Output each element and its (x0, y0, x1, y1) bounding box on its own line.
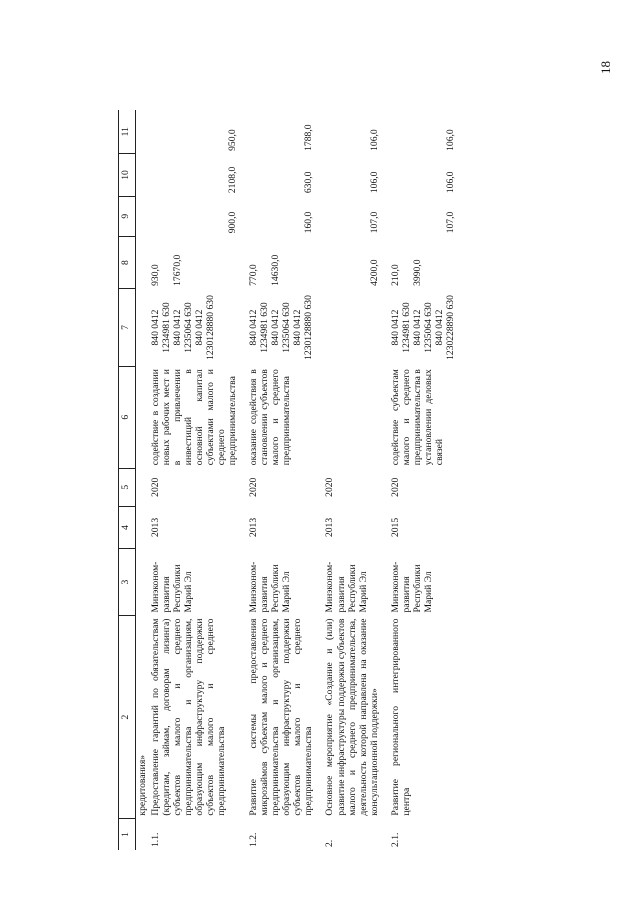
start-year: 2013 (248, 517, 260, 538)
value-col-8: 210,0 3990,0 (389, 259, 423, 286)
expected-result: содействие в создании новых рабочих мест и в привлечении инвестиций в основной капитал субъектами малого и среднего предпринимательства (150, 369, 239, 466)
measure-name: Основное мероприятие «Создание и (или) развитие инфраструктуры поддержки субъектов малого и среднего предпринимательства, деятельность которой направлена на оказание консультационной поддержки» (324, 618, 380, 816)
budget-code: 840 0412 1234981 630 840 0412 1235064 630 840 0412 1230128880 630 (248, 295, 315, 360)
executor: Минэконом-развития Республики Марий Эл (389, 561, 434, 613)
table-row (149, 110, 239, 850)
value-col-11: 1788,0 (303, 124, 315, 151)
expected-result: оказание содействия в становлении субъектов малого и среднего предпринимательства (248, 369, 293, 466)
row-number: 2. (324, 839, 336, 847)
value-col-11: 106,0 (368, 129, 380, 151)
col-header-2: 2 (119, 616, 136, 819)
page-number: 18 (598, 61, 613, 74)
expected-result: содействие субъектам малого и среднего предпринимательства в установлении деловых связей (389, 369, 445, 466)
value-col-8: 4200,0 (368, 259, 380, 286)
col-header-4: 4 (119, 506, 136, 548)
value-col-9: 900,0 (227, 211, 239, 234)
start-year: 2015 (389, 517, 401, 538)
end-year: 2020 (150, 477, 162, 497)
col-header-9: 9 (119, 196, 136, 236)
col-header-8: 8 (119, 236, 136, 289)
start-year: 2013 (324, 517, 336, 538)
end-year: 2020 (324, 477, 336, 497)
row-number: 1.2. (248, 832, 260, 847)
row-number: 2.1. (389, 832, 401, 847)
program-measures-table (118, 110, 457, 850)
header-row (119, 110, 136, 850)
value-col-11: 950,0 (227, 129, 239, 151)
measure-name: Развитие регионального интегрированного центра (389, 618, 412, 816)
value-col-8: 770,0 14630,0 (248, 254, 282, 286)
table-row (389, 110, 457, 850)
budget-code: 840 0412 1234981 630 840 0412 1235064 630 840 0412 1230228890 630 (389, 295, 456, 360)
carry-over-row (136, 110, 150, 850)
table-row (323, 110, 380, 850)
rotated-table-container (118, 110, 588, 850)
executor: Минэконом-развития Республики Марий Эл (324, 561, 369, 613)
value-col-9: 160,0 (303, 211, 315, 234)
end-year: 2020 (248, 477, 260, 497)
value-col-10: 2108,0 (227, 166, 239, 194)
col-header-7: 7 (119, 289, 136, 366)
value-col-10: 106,0 (444, 171, 456, 194)
budget-code: 840 0412 1234981 630 840 0412 1235064 630 840 0412 1230128880 630 (150, 295, 217, 360)
expected-result (323, 366, 380, 468)
value-col-10: 630,0 (303, 171, 315, 194)
table-row (247, 110, 315, 850)
value-col-9: 107,0 (444, 211, 456, 234)
start-year: 2013 (150, 517, 162, 538)
col-header-3: 3 (119, 549, 136, 616)
col-header-11: 11 (119, 110, 136, 154)
budget-code (323, 289, 380, 366)
measure-name: Предоставление гарантий по обязательствам (кредитам, займам, договорам лизинга) субъектов малого и среднего предпринимательства и организациям, образующим инфраструктуру поддержки субъектов малого и среднего предпринимательства (150, 618, 228, 816)
col-header-5: 5 (119, 468, 136, 506)
value-col-9: 107,0 (368, 211, 380, 234)
value-col-8: 930,0 17670,0 (150, 254, 184, 286)
col-header-6: 6 (119, 366, 136, 468)
executor: Минэконом-развития Республики Марий Эл (248, 561, 293, 613)
row-number: 1.1. (150, 832, 162, 847)
col-header-10: 10 (119, 154, 136, 196)
measure-name: Развитие системы предоставления микрозаймов субъектам малого и среднего предпринимательства и организациям, образующим инфраструктуру поддержки субъектов малого и среднего предпринимательства (248, 618, 315, 816)
value-col-11: 106,0 (444, 129, 456, 151)
value-col-10: 106,0 (368, 171, 380, 194)
carry-over-text: кредитования» (137, 754, 148, 816)
end-year: 2020 (389, 477, 401, 497)
executor: Минэконом-развития Республики Марий Эл (150, 561, 195, 613)
col-header-1: 1 (119, 819, 136, 850)
